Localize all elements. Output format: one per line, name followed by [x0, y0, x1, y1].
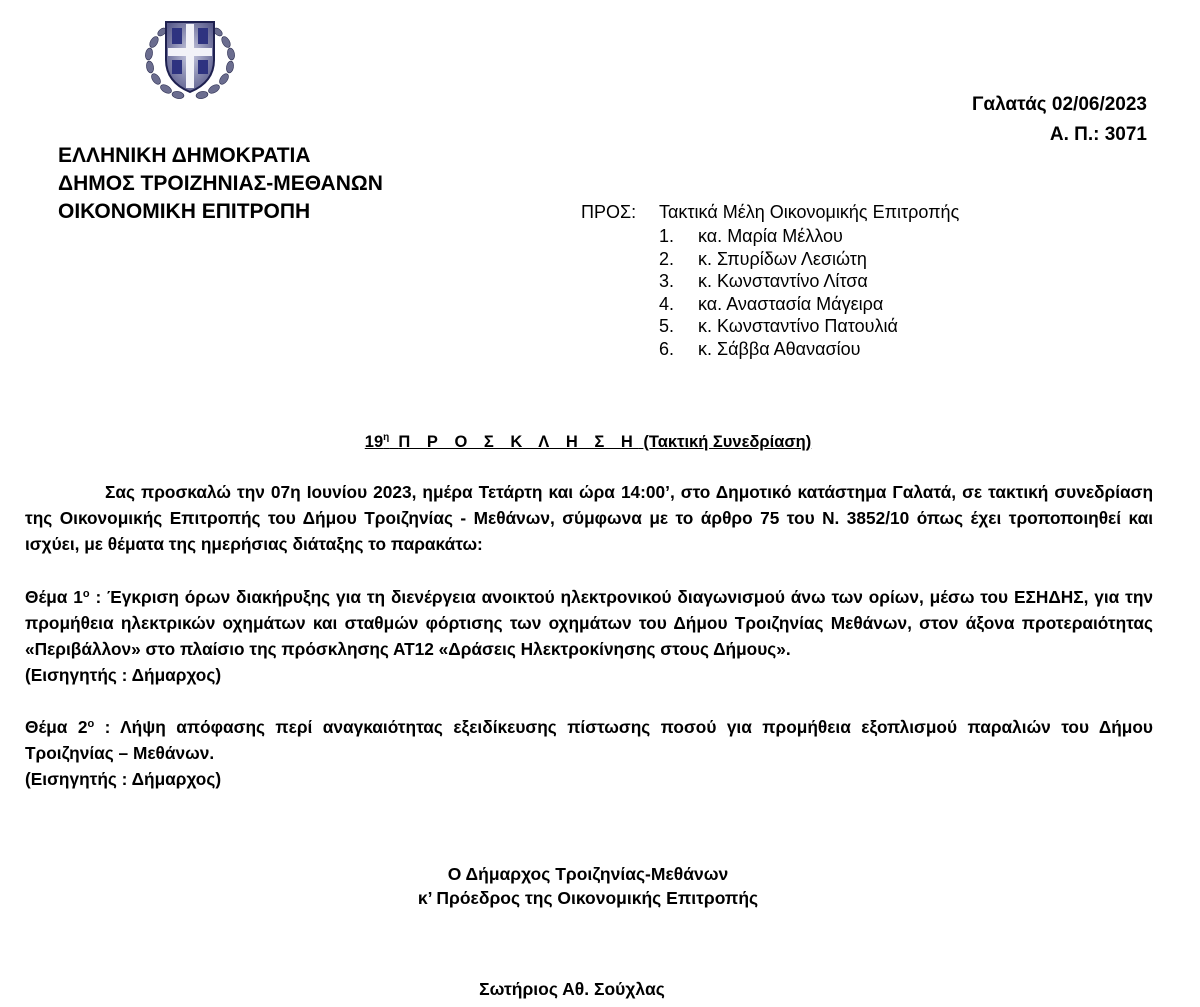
recipient-number: 2.: [659, 248, 675, 269]
recipient-number: 3.: [659, 271, 675, 292]
invitation-number-suffix: η: [383, 432, 390, 443]
date-block: [972, 90, 1147, 150]
invitation-title: [0, 428, 1176, 452]
topic-2-text: [25, 711, 1153, 766]
invitation-word: Π Ρ Ο Σ Κ Λ Η Σ Η: [398, 433, 639, 451]
topic-2-description: : Λήψη απόφασης περί αναγκαιότητας εξειδίκευσης πίστωσης ποσού για προμήθεια εξοπλισμού παραλιών του Δήμου Τροιζηνίας – Μεθάνων.: [25, 717, 1153, 763]
topic-1-sup: ο: [82, 588, 90, 600]
organization-header: [58, 142, 383, 226]
signatory-name: Σωτήριος Αθ. Σούχλας: [479, 979, 665, 999]
org-line-republic: ΕΛΛΗΝΙΚΗ ΔΗΜΟΚΡΑΤΙΑ: [58, 144, 311, 167]
protocol-number: Α. Π.: 3071: [1049, 124, 1147, 145]
recipient-item: [659, 293, 898, 316]
topic-1-text: [25, 581, 1153, 662]
place-date: Γαλατάς 02/06/2023: [972, 94, 1147, 115]
recipients-list: [659, 225, 898, 361]
greek-coat-of-arms-icon: [136, 12, 244, 104]
topic-1-rapporteur: (Εισηγητής : Δήμαρχος): [25, 665, 222, 685]
recipient-name: κ. Σάββα Αθανασίου: [698, 338, 861, 359]
recipient-item: [659, 225, 898, 248]
recipient-number: 1.: [659, 226, 675, 246]
invitation-session: (Τακτική Συνεδρίαση): [643, 433, 812, 451]
intro-paragraph: [25, 479, 1153, 557]
org-line-committee: ΟΙΚΟΝΟΜΙΚΗ ΕΠΙΤΡΟΠΗ: [58, 200, 311, 223]
agenda-topic-2: [25, 711, 1153, 792]
recipients-title: Τακτικά Μέλη Οικονομικής Επιτροπής: [659, 202, 960, 222]
agenda-topic-1: [25, 581, 1153, 688]
recipient-number: 4.: [659, 293, 675, 314]
topic-2-sup: ο: [87, 718, 95, 730]
invitation-number: 19: [364, 433, 384, 451]
topic-2-rapporteur: (Εισηγητής : Δήμαρχος): [25, 769, 222, 789]
recipients-label: ΠΡΟΣ:: [581, 202, 637, 222]
org-line-municipality: ΔΗΜΟΣ ΤΡΟΙΖΗΝΙΑΣ-ΜΕΘΑΝΩΝ: [58, 172, 383, 195]
topic-2-label: Θέμα 2: [25, 717, 88, 737]
recipient-name: κ. Σπυρίδων Λεσιώτη: [698, 248, 867, 269]
recipient-number: 5.: [659, 316, 675, 337]
recipient-item: [659, 270, 898, 293]
recipient-item: [659, 338, 898, 361]
signature-block: [0, 862, 1176, 910]
recipient-name: κ. Κωνσταντίνο Λίτσα: [698, 271, 868, 292]
signature-line-mayor: Ο Δήμαρχος Τροιζηνίας-Μεθάνων: [447, 864, 729, 884]
recipient-name: κ. Κωνσταντίνο Πατουλιά: [698, 316, 898, 337]
recipient-item: [659, 315, 898, 338]
recipient-number: 6.: [659, 338, 675, 359]
recipient-name: κα. Μαρία Μέλλου: [698, 226, 843, 246]
recipient-item: [659, 248, 898, 271]
intro-text: Σας προσκαλώ την 07η Ιουνίου 2023, ημέρα Τετάρτη και ώρα 14:00’, στο Δημοτικό κατάστημα Γαλατά, σε τακτική συνεδρίαση της Οικονομικής Επιτροπής του Δήμου Τροιζηνίας - Μεθάνων, σύμφωνα με το άρθρο 75 του Ν. 3852/10 όπως έχει τροποποιηθεί και ισχύει, με θέματα της ημερήσιας διάταξης το παρακάτω:: [25, 482, 1153, 554]
topic-1-label: Θέμα 1: [25, 587, 83, 607]
recipient-name: κα. Αναστασία Μάγειρα: [698, 293, 884, 314]
signature-line-chair: κ’ Πρόεδρος της Οικονομικής Επιτροπής: [417, 888, 759, 908]
topic-1-description: : Έγκριση όρων διακήρυξης για τη διενέργεια ανοικτού ηλεκτρονικού διαγωνισμού άνω των ορίων, μέσω του ΕΣΗΔΗΣ, για την προμήθεια ηλεκτρικών οχημάτων και σταθμών φόρτισης των οχημάτων του Δήμου Τροιζηνίας Μεθάνων, στον άξονα προτεραιότητας «Περιβάλλον» στο πλαίσιο της πρόσκλησης ΑΤ12 «Δράσεις Ηλεκτροκίνησης στους Δήμους».: [25, 587, 1153, 659]
